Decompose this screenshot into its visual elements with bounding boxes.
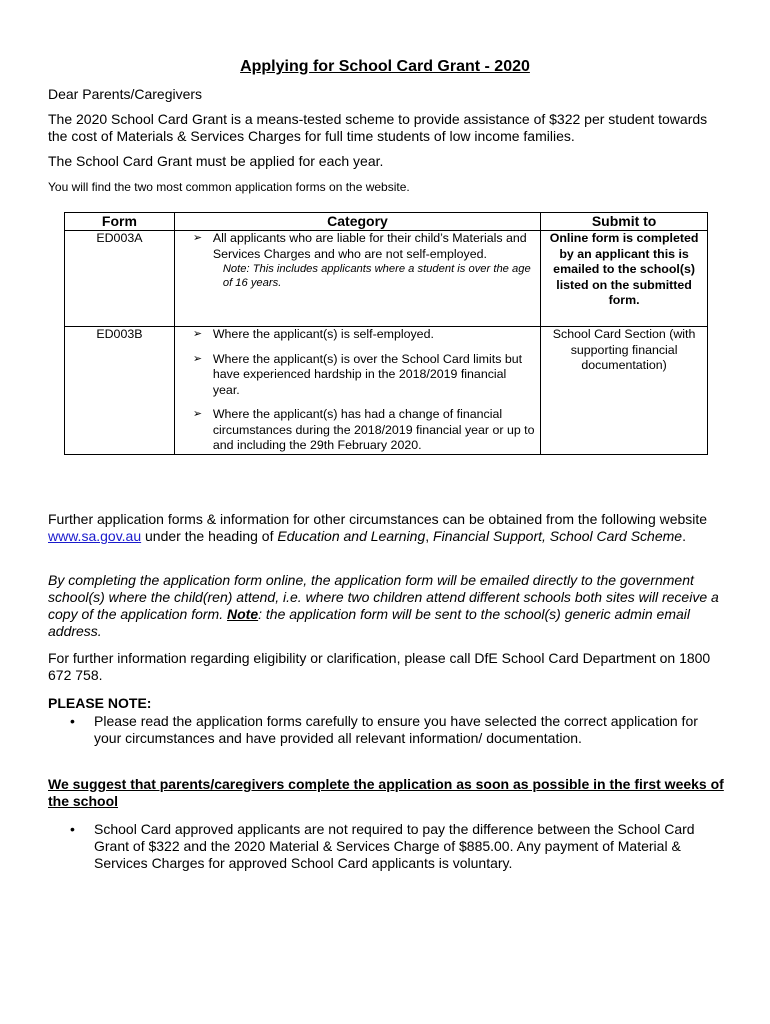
online-form-paragraph (48, 572, 728, 640)
table-row-ed003a (65, 231, 708, 327)
category-cell (174, 231, 540, 327)
heading-education: Education and Learning (277, 528, 426, 544)
salutation: Dear Parents/Caregivers (48, 86, 203, 102)
list-item (193, 407, 536, 454)
please-note-heading: PLEASE NOTE: (48, 695, 152, 711)
submit-to-cell: Online form is completed by an applicant this is emailed to the school(s) listed on the submitted form. (541, 231, 708, 327)
list-item (193, 327, 536, 343)
suggestion-heading: We suggest that parents/caregivers complete the application as soon as possible in the first weeks of the school (48, 776, 724, 809)
period-text: . (682, 528, 686, 544)
bullet-icon: • (70, 821, 75, 837)
table-row-ed003b (65, 327, 708, 455)
header-form: Form (65, 213, 175, 231)
category-text: Where the applicant(s) has had a change of financial circumstances during the 2018/2019 financial year or up to and including the 29th February 2020. (212, 407, 535, 452)
list-item (193, 231, 536, 290)
heading-financial-support: Financial Support, School Card Scheme (433, 528, 683, 544)
arrow-bullet-icon: ➢ (192, 352, 203, 365)
header-category: Category (174, 213, 540, 231)
note-label: Note (227, 606, 259, 622)
list-item (48, 713, 728, 747)
online-form-text: By completing the application form online, the application form will be emailed directly to the government school(s) where the child(ren) attend, i.e. where two children attend different schools both sites will receive a copy of the application form. (48, 572, 719, 622)
bullet-icon: • (70, 713, 75, 729)
further-info-text: under the heading of (141, 528, 278, 544)
arrow-bullet-icon: ➢ (192, 328, 203, 340)
further-info-paragraph (48, 511, 728, 545)
table-header-row (65, 213, 708, 231)
form-code: ED003A (65, 231, 175, 327)
arrow-bullet-icon: ➢ (192, 408, 203, 420)
form-code: ED003B (65, 327, 175, 455)
category-note: Note: This includes applicants where a student is over the age of 16 years. (222, 263, 531, 289)
category-list (179, 231, 536, 290)
category-text: All applicants who are liable for their child’s Materials and Services Charges and who are not self-employed. (212, 231, 527, 261)
forms-website-text: You will find the two most common application forms on the website. (48, 180, 410, 194)
application-forms-table (64, 212, 708, 455)
comma-text: , (425, 528, 434, 544)
header-submit-to: Submit to (541, 213, 708, 231)
page-title: Applying for School Card Grant - 2020 (240, 58, 530, 75)
arrow-bullet-icon: ➢ (192, 232, 203, 244)
apply-each-year-text: The School Card Grant must be applied for each year. (48, 153, 384, 169)
please-note-text: Please read the application forms carefully to ensure you have selected the correct application for your circumstances and have provided all relevant information/ documentation. (94, 713, 698, 746)
category-text: Where the applicant(s) is over the School Card limits but have experienced hardship in the 2018/2019 financial year. (212, 351, 523, 397)
contact-paragraph: For further information regarding eligibility or clarification, please call DfE School Card Department on 1800 672 758. (48, 650, 711, 683)
further-info-text: Further application forms & information for other circumstances can be obtained from the following website (48, 511, 708, 527)
final-note-list (48, 821, 728, 872)
submit-to-cell: School Card Section (with supporting financial documentation) (541, 327, 708, 455)
category-list (179, 327, 536, 454)
intro-paragraph: The 2020 School Card Grant is a means-tested scheme to provide assistance of $322 per student towards the cost of Materials & Services Charges for full time students of low income families. (48, 111, 708, 144)
final-note-text: School Card approved applicants are not required to pay the difference between the School Card Grant of $322 and the 2020 Material & Services Charge of $885.00. Any payment of Material & Services Charges for approved School Card applicants is voluntary. (94, 821, 695, 871)
list-item (193, 352, 536, 399)
list-item (48, 821, 728, 872)
category-cell (174, 327, 540, 455)
note-text: : the application form will be sent to the school(s) generic admin email address. (48, 606, 690, 639)
category-text: Where the applicant(s) is self-employed. (212, 327, 434, 341)
website-link[interactable]: www.sa.gov.au (48, 528, 142, 544)
please-note-list (48, 713, 728, 747)
